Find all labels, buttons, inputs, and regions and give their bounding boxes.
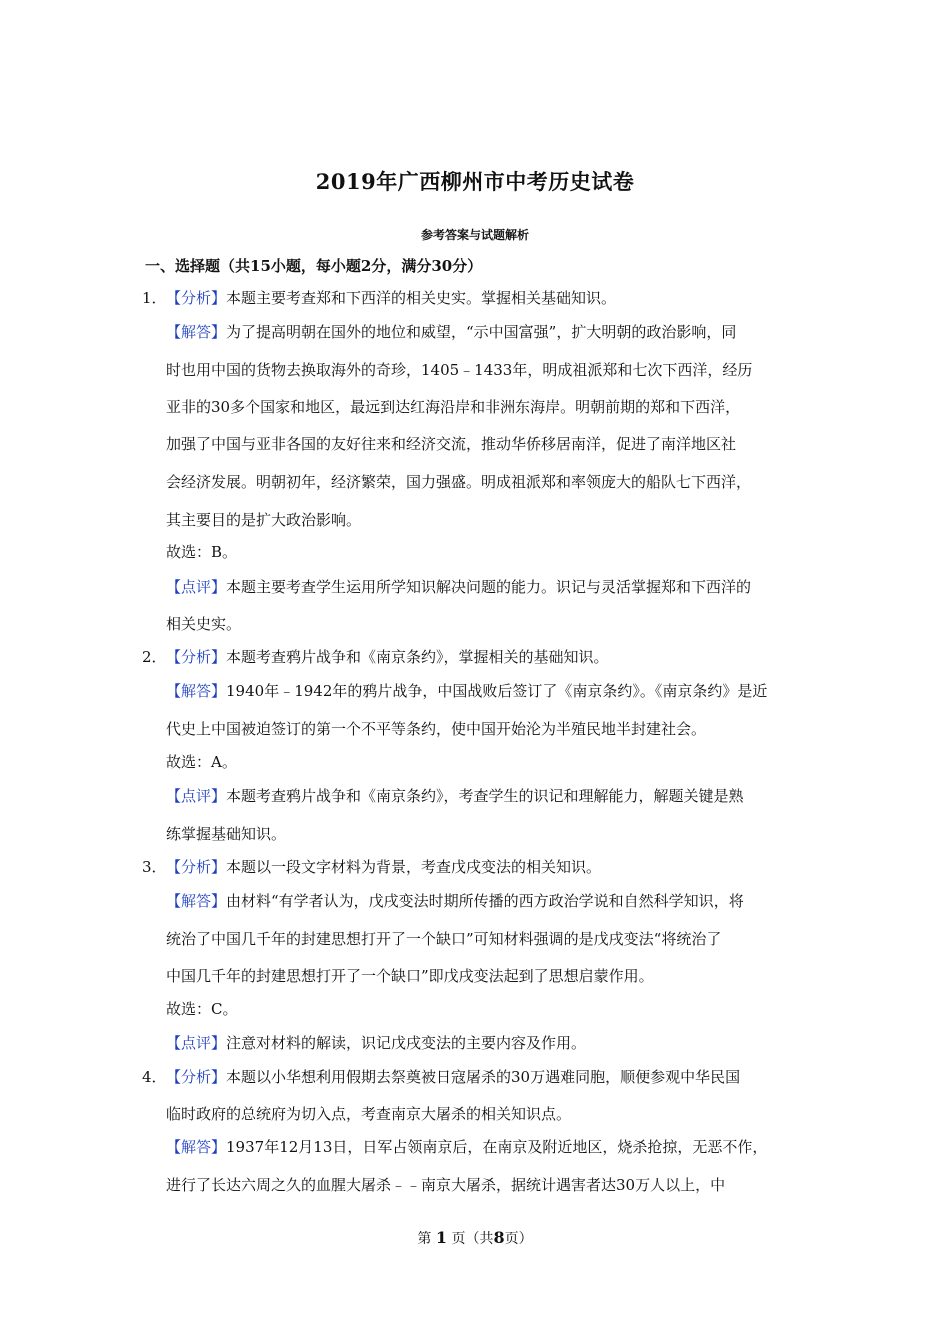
solution-line — [166, 681, 767, 701]
analysis-tag: 【分析】 — [166, 1068, 227, 1086]
solution-line — [166, 322, 736, 342]
solution-tag: 【解答】 — [166, 682, 227, 700]
analysis-line: 临时政府的总统府为切入点，考查南京大屠杀的相关知识点。 — [166, 1105, 572, 1123]
question-number: 4． — [142, 1068, 167, 1086]
solution-text: 1937年12月13日，日军占领南京后，在南京及附近地区，烧杀抢掠，无恶不作， — [226, 1138, 768, 1156]
question-number: 2． — [142, 648, 167, 666]
solution-tag: 【解答】 — [166, 323, 227, 341]
section-heading: 一、选择题（共15小题，每小题2分，满分30分） — [145, 257, 483, 275]
comment-line: 练掌握基础知识。 — [166, 825, 287, 843]
answer-line: 故选：B。 — [166, 543, 238, 561]
question-number: 1． — [142, 289, 167, 307]
solution-line: 加强了中国与亚非各国的友好往来和经济交流，推动华侨移居南洋，促进了南洋地区社 — [166, 435, 737, 453]
analysis-text: 本题以小华想利用假期去祭奠被日寇屠杀的30万遇难同胞，顺便参观中华民国 — [226, 1068, 741, 1086]
solution-line: 其主要目的是扩大政治影响。 — [166, 511, 362, 529]
solution-line: 会经济发展。明朝初年，经济繁荣，国力强盛。明成祖派郑和率领庞大的船队七下西洋， — [166, 473, 752, 491]
comment-line: 相关史实。 — [166, 615, 242, 633]
comment-text: 注意对材料的解读，识记戊戌变法的主要内容及作用。 — [226, 1034, 587, 1052]
solution-line: 中国几千年的封建思想打开了一个缺口”即戊戌变法起到了思想启蒙作用。 — [166, 967, 654, 985]
solution-line: 亚非的30多个国家和地区，最远到达红海沿岸和非洲东海岸。明朝前期的郑和下西洋， — [166, 398, 741, 416]
comment-tag: 【点评】 — [166, 578, 227, 596]
analysis-line — [166, 857, 601, 877]
solution-text: 由材料“有学者认为，戊戌变法时期所传播的西方政治学说和自然科学知识，将 — [226, 892, 744, 910]
comment-tag: 【点评】 — [166, 1034, 227, 1052]
comment-text: 本题考查鸦片战争和《南京条约》，考查学生的识记和理解能力，解题关键是熟 — [226, 787, 744, 805]
answer-line: 故选：A。 — [166, 753, 237, 771]
analysis-tag: 【分析】 — [166, 858, 227, 876]
solution-line — [166, 891, 744, 911]
analysis-tag: 【分析】 — [166, 289, 227, 307]
solution-tag: 【解答】 — [166, 1138, 227, 1156]
analysis-text: 本题考查鸦片战争和《南京条约》，掌握相关的基础知识。 — [226, 648, 609, 666]
comment-line — [166, 786, 744, 806]
footer-prefix: 第 — [417, 1231, 432, 1247]
analysis-line — [166, 647, 609, 667]
total-pages-number: 8 — [493, 1228, 505, 1247]
analysis-text: 本题主要考查郑和下西洋的相关史实。掌握相关基础知识。 — [226, 289, 617, 307]
solution-line: 进行了长达六周之久的血腥大屠杀﹣﹣南京大屠杀，据统计遇害者达30万人以上，中 — [166, 1176, 726, 1194]
solution-tag: 【解答】 — [166, 892, 227, 910]
comment-text: 本题主要考查学生运用所学知识解决问题的能力。识记与灵活掌握郑和下西洋的 — [226, 578, 752, 596]
question-number: 3． — [142, 858, 167, 876]
comment-line — [166, 577, 751, 597]
footer-middle: 页（共 — [451, 1231, 494, 1247]
page-footer — [0, 1228, 950, 1248]
analysis-tag: 【分析】 — [166, 648, 227, 666]
comment-line — [166, 1033, 586, 1053]
solution-line: 统治了中国几千年的封建思想打开了一个缺口”可知材料强调的是戊戌变法“将统治了 — [166, 930, 722, 948]
comment-tag: 【点评】 — [166, 787, 227, 805]
solution-text: 1940年﹣1942年的鸦片战争，中国战败后签订了《南京条约》。《南京条约》是近 — [226, 682, 768, 700]
analysis-text: 本题以一段文字材料为背景，考查戊戌变法的相关知识。 — [226, 858, 602, 876]
current-page-number: 1 — [435, 1228, 447, 1247]
analysis-line — [166, 1067, 740, 1087]
document-title: 2019年广西柳州市中考历史试卷 — [315, 169, 635, 194]
solution-line — [166, 1137, 767, 1157]
solution-line: 代史上中国被迫签订的第一个不平等条约，使中国开始沦为半殖民地半封建社会。 — [166, 720, 707, 738]
answer-line: 故选：C。 — [166, 1000, 238, 1018]
solution-text: 为了提高明朝在国外的地位和威望，“示中国富强”，扩大明朝的政治影响，同 — [226, 323, 737, 341]
analysis-line — [166, 288, 616, 308]
solution-line: 时也用中国的货物去换取海外的奇珍，1405﹣1433年，明成祖派郑和七次下西洋，经历 — [166, 361, 753, 379]
document-subtitle: 参考答案与试题解析 — [420, 228, 529, 242]
footer-suffix: 页） — [504, 1231, 533, 1247]
